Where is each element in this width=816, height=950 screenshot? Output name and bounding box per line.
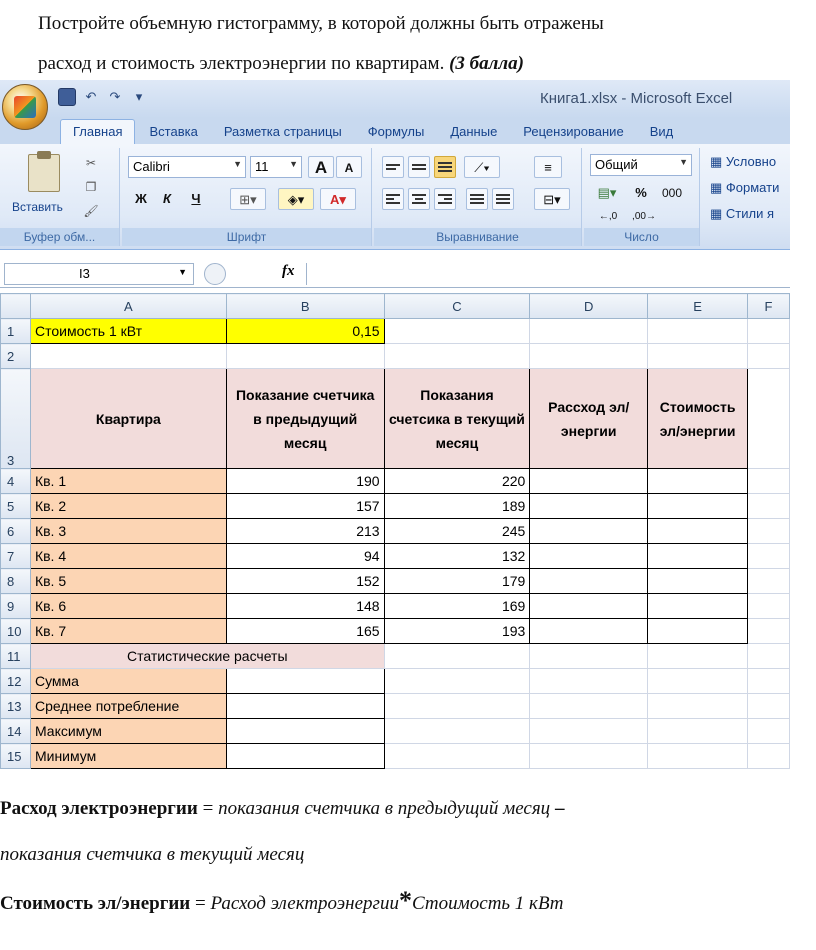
chevron-down-icon: ▼ xyxy=(178,267,187,277)
cell[interactable] xyxy=(648,744,748,769)
cell-prev-reading[interactable]: 213 xyxy=(226,519,384,544)
row-header[interactable]: 5 xyxy=(1,494,31,519)
column-header-b[interactable]: B xyxy=(226,294,384,319)
font-color-icon[interactable]: A▾ xyxy=(320,188,356,210)
row-header[interactable]: 2 xyxy=(1,344,31,369)
note-consumption-term: Расход электроэнергии xyxy=(0,798,198,819)
paste-button[interactable]: Вставить xyxy=(12,200,63,214)
title-bar xyxy=(0,80,790,118)
conditional-formatting-button[interactable] xyxy=(710,154,776,170)
cell-apartment[interactable]: Кв. 3 xyxy=(30,519,226,544)
row-header[interactable]: 13 xyxy=(1,694,31,719)
cell[interactable] xyxy=(748,619,790,644)
cell-curr-reading[interactable]: 169 xyxy=(384,594,530,619)
note-minus: – xyxy=(550,798,565,819)
cell-consumption[interactable] xyxy=(530,569,648,594)
row-header[interactable]: 14 xyxy=(1,719,31,744)
align-top-icon[interactable] xyxy=(382,156,404,178)
cell-curr-reading[interactable]: 189 xyxy=(384,494,530,519)
cell-consumption[interactable] xyxy=(530,594,648,619)
cell-prev-reading[interactable]: 190 xyxy=(226,469,384,494)
formula-input[interactable] xyxy=(306,263,786,285)
styles-group xyxy=(702,148,790,246)
note-consumption: Расход электроэнергии xyxy=(210,893,399,914)
save-icon[interactable] xyxy=(58,88,76,106)
cell-stat-label[interactable]: Минимум xyxy=(30,744,226,769)
clipboard-group xyxy=(0,148,120,246)
currency-icon[interactable]: ▤▾ xyxy=(597,185,617,200)
cell-cost[interactable] xyxy=(648,469,748,494)
cell[interactable] xyxy=(648,319,748,344)
merge-center-icon[interactable]: ⊟▾ xyxy=(534,188,570,210)
cell[interactable] xyxy=(748,644,790,669)
cell-consumption[interactable] xyxy=(530,494,648,519)
font-name-value: Calibri xyxy=(133,159,170,174)
alignment-group xyxy=(374,148,582,246)
header-cost[interactable]: Стоимость эл/энергии xyxy=(648,369,748,469)
font-group-label: Шрифт xyxy=(122,228,371,246)
row-header[interactable]: 10 xyxy=(1,619,31,644)
cell-b1[interactable]: 0,15 xyxy=(226,319,384,344)
cell-a1[interactable]: Стоимость 1 кВт xyxy=(30,319,226,344)
cell[interactable] xyxy=(648,644,748,669)
tab-insert[interactable]: Вставка xyxy=(149,124,198,139)
shrink-font-button[interactable]: A xyxy=(336,156,362,178)
fx-icon[interactable]: fx xyxy=(282,263,295,279)
column-header-f[interactable]: F xyxy=(748,294,790,319)
cell-styles-button[interactable] xyxy=(710,206,774,222)
tab-view[interactable]: Вид xyxy=(649,124,674,139)
italic-button[interactable]: К xyxy=(163,191,171,206)
bold-button[interactable]: Ж xyxy=(135,191,147,206)
cell-stat-value[interactable] xyxy=(226,719,384,744)
cell[interactable] xyxy=(748,594,790,619)
cell-curr-reading[interactable]: 220 xyxy=(384,469,530,494)
cell-curr-reading[interactable]: 132 xyxy=(384,544,530,569)
cell-styles-label: Стили я xyxy=(725,206,775,221)
row-header[interactable]: 7 xyxy=(1,544,31,569)
office-logo-icon xyxy=(14,96,36,118)
copy-icon[interactable]: ❐ xyxy=(85,180,97,194)
cell[interactable] xyxy=(648,719,748,744)
cell[interactable] xyxy=(748,744,790,769)
number-group-label: Число xyxy=(584,228,699,246)
font-size-combo[interactable] xyxy=(250,156,302,178)
format-as-table-button[interactable] xyxy=(710,180,779,196)
cell-apartment[interactable]: Кв. 1 xyxy=(30,469,226,494)
number-format-value: Общий xyxy=(595,157,638,172)
align-bottom-icon[interactable] xyxy=(434,156,456,178)
format-painter-icon[interactable]: 🖌 xyxy=(83,204,99,218)
cell[interactable] xyxy=(530,644,648,669)
chevron-down-icon: ▼ xyxy=(289,159,298,169)
decrease-decimal-icon[interactable]: ,00→ xyxy=(632,211,656,222)
cell[interactable] xyxy=(384,744,530,769)
ribbon-tabs xyxy=(0,118,790,144)
cell-prev-reading[interactable]: 157 xyxy=(226,494,384,519)
cell[interactable] xyxy=(384,644,530,669)
header-consumption[interactable]: Рассход эл/энергии xyxy=(530,369,648,469)
cell-cost[interactable] xyxy=(648,619,748,644)
align-left-icon[interactable] xyxy=(382,188,404,210)
cell-stat-value[interactable] xyxy=(226,669,384,694)
note-equals: = xyxy=(197,798,219,819)
cell-cost[interactable] xyxy=(648,494,748,519)
name-box[interactable] xyxy=(4,263,194,285)
cell[interactable] xyxy=(648,344,748,369)
row-header[interactable]: 1 xyxy=(1,319,31,344)
percent-button[interactable]: % xyxy=(635,185,647,200)
customize-qat-icon[interactable]: ▾ xyxy=(135,89,143,104)
cell-stat-label[interactable]: Сумма xyxy=(30,669,226,694)
redo-icon[interactable]: ↷ xyxy=(109,89,121,104)
row-header[interactable]: 9 xyxy=(1,594,31,619)
cell-apartment[interactable]: Кв. 4 xyxy=(30,544,226,569)
font-group xyxy=(122,148,372,246)
column-header-a[interactable]: A xyxy=(30,294,226,319)
wrap-text-icon[interactable]: ≡ xyxy=(534,156,562,178)
cell[interactable] xyxy=(748,669,790,694)
cell-consumption[interactable] xyxy=(530,619,648,644)
cell[interactable] xyxy=(748,469,790,494)
grow-font-button[interactable]: A xyxy=(308,156,334,178)
clipboard-group-label: Буфер обм... xyxy=(0,228,119,246)
cell-consumption[interactable] xyxy=(530,469,648,494)
row-header[interactable]: 4 xyxy=(1,469,31,494)
cell[interactable] xyxy=(530,344,648,369)
header-apartment[interactable]: Квартира xyxy=(30,369,226,469)
cell[interactable] xyxy=(748,319,790,344)
undo-icon[interactable]: ↶ xyxy=(85,89,97,104)
task-line-2 xyxy=(38,44,798,84)
cell-prev-reading[interactable]: 165 xyxy=(226,619,384,644)
format-table-label: Формати xyxy=(725,180,780,195)
cell-styles-icon: ▦ xyxy=(710,206,726,221)
cell-apartment[interactable]: Кв. 7 xyxy=(30,619,226,644)
cell[interactable] xyxy=(384,719,530,744)
row-header[interactable]: 12 xyxy=(1,669,31,694)
corner-select-all[interactable] xyxy=(1,294,31,319)
cell[interactable] xyxy=(384,694,530,719)
excel-window-screenshot xyxy=(0,80,790,775)
number-format-combo[interactable] xyxy=(590,154,692,176)
increase-indent-icon[interactable] xyxy=(492,188,514,210)
tab-formulas[interactable]: Формулы xyxy=(367,124,425,139)
table-icon: ▦ xyxy=(710,180,726,195)
row-header[interactable]: 6 xyxy=(1,519,31,544)
cell-apartment[interactable]: Кв. 5 xyxy=(30,569,226,594)
name-box-value: I3 xyxy=(79,266,90,281)
office-button[interactable] xyxy=(2,84,48,130)
tab-home[interactable]: Главная xyxy=(60,119,135,144)
row-header[interactable]: 8 xyxy=(1,569,31,594)
row-header[interactable]: 11 xyxy=(1,644,31,669)
cut-icon[interactable]: ✂ xyxy=(85,156,97,170)
column-header-e[interactable]: E xyxy=(648,294,748,319)
cell[interactable] xyxy=(748,494,790,519)
quick-access-toolbar xyxy=(58,88,148,106)
note-cost-term: Стоимость эл/энергии xyxy=(0,893,191,914)
cell[interactable] xyxy=(748,719,790,744)
cell[interactable] xyxy=(648,694,748,719)
task-line-1: Постройте объемную гистограмму, в которой должны быть отражены xyxy=(38,13,604,34)
task-line-2-text: расход и стоимость электроэнергии по квартирам. xyxy=(38,53,445,74)
decrease-indent-icon[interactable] xyxy=(466,188,488,210)
cell-consumption[interactable] xyxy=(530,544,648,569)
note-equals: = xyxy=(190,893,211,914)
cell[interactable] xyxy=(748,344,790,369)
cell[interactable] xyxy=(530,319,648,344)
chevron-down-icon: ▼ xyxy=(679,157,688,167)
formula-bar xyxy=(0,260,790,288)
cell[interactable] xyxy=(530,744,648,769)
align-center-icon[interactable] xyxy=(408,188,430,210)
ribbon xyxy=(0,144,790,250)
cell-cost[interactable] xyxy=(648,519,748,544)
cell[interactable] xyxy=(226,344,384,369)
stats-header[interactable]: Статистические расчеты xyxy=(30,644,384,669)
header-prev-reading[interactable]: Показание счетчика в предыдущий месяц xyxy=(226,369,384,469)
spreadsheet-grid xyxy=(0,293,790,769)
window-title: Книга1.xlsx - Microsoft Excel xyxy=(540,90,733,107)
cell-curr-reading[interactable]: 179 xyxy=(384,569,530,594)
row-header[interactable]: 3 xyxy=(1,369,31,469)
column-header-d[interactable]: D xyxy=(530,294,648,319)
align-right-icon[interactable] xyxy=(434,188,456,210)
cell[interactable] xyxy=(530,694,648,719)
fill-color-icon[interactable]: ◈▾ xyxy=(278,188,314,210)
cell-apartment[interactable]: Кв. 6 xyxy=(30,594,226,619)
cell[interactable] xyxy=(384,669,530,694)
row-header[interactable]: 15 xyxy=(1,744,31,769)
cell-cost[interactable] xyxy=(648,544,748,569)
cell-stat-value[interactable] xyxy=(226,694,384,719)
cell[interactable] xyxy=(30,344,226,369)
underline-button[interactable]: Ч xyxy=(191,191,201,206)
tab-data[interactable]: Данные xyxy=(450,124,498,139)
tab-page-layout[interactable]: Разметка страницы xyxy=(223,124,342,139)
alignment-group-label: Выравнивание xyxy=(374,228,581,246)
borders-icon[interactable]: ⊞▾ xyxy=(230,188,266,210)
cell-cost[interactable] xyxy=(648,594,748,619)
cell-consumption[interactable] xyxy=(530,519,648,544)
cell-curr-reading[interactable]: 193 xyxy=(384,619,530,644)
cell-stat-label[interactable]: Среднее потребление xyxy=(30,694,226,719)
thousands-button[interactable]: 000 xyxy=(661,186,683,200)
cell[interactable] xyxy=(384,319,530,344)
cell[interactable] xyxy=(748,694,790,719)
cell-prev-reading[interactable]: 148 xyxy=(226,594,384,619)
chevron-down-icon: ▼ xyxy=(233,159,242,169)
tab-review[interactable]: Рецензирование xyxy=(523,124,624,139)
note-multiply: * xyxy=(398,886,412,915)
cell[interactable] xyxy=(530,669,648,694)
font-size-value: 11 xyxy=(255,159,269,174)
cell-stat-label[interactable]: Максимум xyxy=(30,719,226,744)
note-line-3 xyxy=(0,878,816,927)
task-points: (3 балла) xyxy=(449,53,524,74)
task-text xyxy=(38,4,798,84)
cell[interactable] xyxy=(748,369,790,469)
orientation-icon[interactable]: ⟋▾ xyxy=(464,156,500,178)
cell[interactable] xyxy=(384,344,530,369)
note-line-1 xyxy=(0,786,816,832)
note-curr-reading: показания счетчика в текущий месяц xyxy=(0,844,305,865)
cond-format-icon: ▦ xyxy=(710,154,726,169)
cell[interactable] xyxy=(748,544,790,569)
note-price-per-kw: Стоимость 1 кВт xyxy=(411,893,564,914)
cell-prev-reading[interactable]: 94 xyxy=(226,544,384,569)
cell[interactable] xyxy=(530,719,648,744)
formula-notes xyxy=(0,786,816,927)
header-curr-reading[interactable]: Показания счетсика в текущий месяц xyxy=(384,369,530,469)
number-group xyxy=(584,148,700,246)
cond-format-label: Условно xyxy=(725,154,777,169)
cell-prev-reading[interactable]: 152 xyxy=(226,569,384,594)
cell-cost[interactable] xyxy=(648,569,748,594)
cell[interactable] xyxy=(748,519,790,544)
note-prev-reading: показания счетчика в предыдущий месяц xyxy=(218,798,551,819)
column-header-c[interactable]: C xyxy=(384,294,530,319)
cell[interactable] xyxy=(748,569,790,594)
cell-stat-value[interactable] xyxy=(226,744,384,769)
font-name-combo[interactable] xyxy=(128,156,246,178)
align-middle-icon[interactable] xyxy=(408,156,430,178)
cell-curr-reading[interactable]: 245 xyxy=(384,519,530,544)
cell[interactable] xyxy=(648,669,748,694)
formula-cancel-icon[interactable] xyxy=(204,263,226,285)
increase-decimal-icon[interactable]: ←,0 xyxy=(598,211,618,222)
paste-icon[interactable] xyxy=(28,154,60,192)
cell-apartment[interactable]: Кв. 2 xyxy=(30,494,226,519)
note-line-2 xyxy=(0,832,816,878)
